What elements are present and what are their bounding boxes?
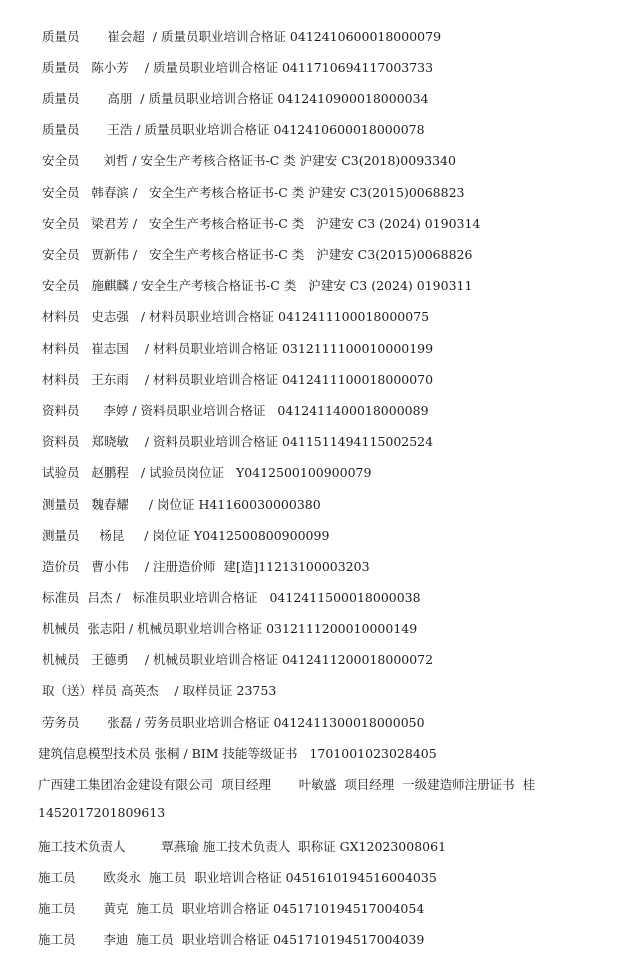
personnel-line: 劳务员 张磊 / 劳务员职业培训合格证 0412411300018000050 (42, 715, 425, 730)
personnel-line: 标准员 吕杰 / 标准员职业培训合格证 0412411500018000038 (42, 590, 421, 605)
personnel-line: 取（送）样员 高英杰 / 取样员证 23753 (42, 683, 277, 698)
personnel-line: 安全员 韩春滨 / 安全生产考核合格证书-C 类 沪建安 C3(2015)0068823 (42, 185, 465, 200)
personnel-line: 安全员 贾新伟 / 安全生产考核合格证书-C 类 沪建安 C3(2015)0068826 (42, 247, 473, 262)
personnel-line: 安全员 施麒麟 / 安全生产考核合格证书-C 类 沪建安 C3 (2024) 0190311 (42, 278, 473, 293)
personnel-line: 质量员 陈小芳 / 质量员职业培训合格证 0411710694117003733 (42, 60, 434, 75)
personnel-line: 质量员 高朋 / 质量员职业培训合格证 0412410900018000034 (42, 91, 429, 106)
personnel-line: 施工员 李迪 施工员 职业培训合格证 0451710194517004039 (38, 932, 425, 947)
personnel-line: 广西建工集团冶金建设有限公司 项目经理 叶敏盛 项目经理 一级建造师注册证书 桂 (38, 777, 536, 792)
personnel-line: 安全员 梁君芳 / 安全生产考核合格证书-C 类 沪建安 C3 (2024) 0190314 (42, 216, 481, 231)
personnel-line: 机械员 王德勇 / 机械员职业培训合格证 0412411200018000072 (42, 652, 434, 667)
personnel-line: 材料员 王东雨 / 材料员职业培训合格证 0412411100018000070 (42, 372, 434, 387)
personnel-line: 试验员 赵鹏程 / 试验员岗位证 Y0412500100900079 (42, 465, 372, 480)
personnel-line-continuation: 1452017201809613 (38, 805, 166, 820)
personnel-line: 资料员 郑晓敏 / 资料员职业培训合格证 0411511494115002524 (42, 434, 434, 449)
personnel-line: 测量员 魏春耀 / 岗位证 H41160030000380 (42, 497, 321, 512)
personnel-line: 施工员 黄克 施工员 职业培训合格证 0451710194517004054 (38, 901, 425, 916)
personnel-line: 机械员 张志阳 / 机械员职业培训合格证 0312111200010000149 (42, 621, 418, 636)
personnel-line: 造价员 曹小伟 / 注册造价师 建[造]11213100003203 (42, 559, 370, 574)
personnel-line: 材料员 史志强 / 材料员职业培训合格证 0412411100018000075 (42, 309, 430, 324)
personnel-line: 施工员 欧炎永 施工员 职业培训合格证 0451610194516004035 (38, 870, 437, 885)
personnel-line: 资料员 李婷 / 资料员职业培训合格证 0412411400018000089 (42, 403, 429, 418)
personnel-line: 建筑信息模型技术员 张桐 / BIM 技能等级证书 1701001023028405 (38, 746, 437, 761)
personnel-line: 安全员 刘哲 / 安全生产考核合格证书-C 类 沪建安 C3(2018)0093340 (42, 153, 456, 168)
personnel-line: 测量员 杨昆 / 岗位证 Y0412500800900099 (42, 528, 330, 543)
personnel-line: 质量员 崔会超 / 质量员职业培训合格证 0412410600018000079 (42, 29, 442, 44)
personnel-line: 质量员 王浩 / 质量员职业培训合格证 0412410600018000078 (42, 122, 425, 137)
personnel-line: 施工技术负责人 覃燕瑜 施工技术负责人 职称证 GX12023008061 (38, 839, 447, 854)
personnel-line: 材料员 崔志国 / 材料员职业培训合格证 0312111100010000199 (42, 341, 434, 356)
